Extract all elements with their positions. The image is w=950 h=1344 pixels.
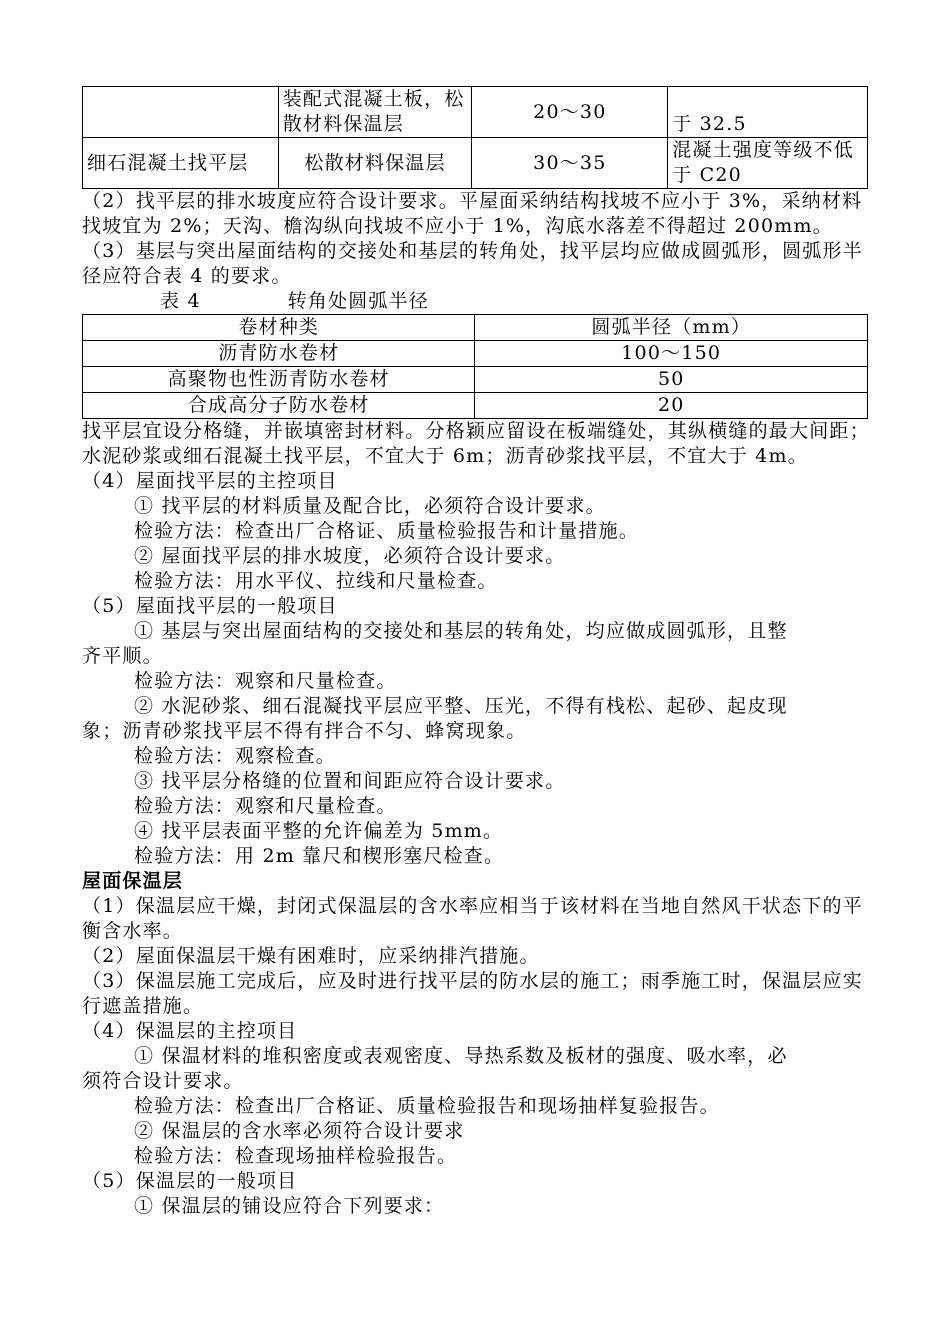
table-cell: 装配式混凝土板，松散材料保温层: [278, 87, 472, 138]
table-cell: 沥青防水卷材: [83, 341, 475, 367]
list-item: 检验方法：观察和尺量检查。: [134, 670, 397, 692]
table-row: [83, 367, 868, 393]
table-cell: 100～150: [475, 341, 868, 367]
list-item: ① 找平层的材料质量及配合比，必须符合设计要求。: [134, 495, 606, 517]
top-table: [82, 86, 868, 189]
list-item: 检验方法：检查出厂合格证、质量检验报告和现场抽样复验报告。: [134, 1095, 720, 1117]
table-cell: 高聚物也性沥青防水卷材: [83, 367, 475, 393]
table-row: [83, 341, 868, 367]
table-cell: 20～30: [472, 87, 668, 138]
paragraph: （2）屋面保温层干燥有困难时，应采纳排汽措施。: [82, 945, 540, 967]
list-item-continuation: 须符合设计要求。: [82, 1070, 244, 1092]
list-item: 检验方法：检查出厂合格证、质量检验报告和计量措施。: [134, 520, 640, 542]
table-cell: 混凝土强度等级不低于 C20: [668, 138, 868, 189]
list-item: ① 保温层的铺设应符合下列要求：: [134, 1195, 445, 1217]
table-cell: 细石混凝土找平层: [83, 138, 279, 189]
paragraph: （2）找平层的排水坡度应符合设计要求。平屋面采纳结构找坡不应小于 3%，采纳材料找坡宜为 2%；天沟、檐沟纵向找坡不应小于 1%，沟底水落差不得超过 200mm。: [82, 190, 863, 237]
section-title: （5）屋面找平层的一般项目: [82, 595, 338, 617]
table-row: [83, 393, 868, 419]
paragraph: （3）保温层施工完成后，应及时进行找平层的防水层的施工；雨季施工时，保温层应实行遮盖措施。: [82, 970, 863, 1017]
section-title: （4）保温层的主控项目: [82, 1020, 298, 1042]
table-cell: 合成高分子防水卷材: [83, 393, 475, 419]
table-header-row: [83, 315, 868, 341]
table-row: [83, 87, 868, 138]
table-cell: 松散材料保温层: [278, 138, 472, 189]
paragraph: （1）保温层应干燥，封闭式保温层的含水率应相当于该材料在当地自然风干状态下的平衡含水率。: [82, 895, 863, 942]
list-item: ③ 找平层分格缝的位置和间距应符合设计要求。: [134, 770, 566, 792]
radius-table: [82, 314, 868, 419]
paragraph: 找平层宜设分格缝，并嵌填密封材料。分格颖应留设在板端缝处，其纵横缝的最大间距；水泥砂浆或细石混凝土找平层，不宜大于 6m；沥青砂浆找平层，不宜大于 4m。: [82, 420, 870, 467]
list-item-continuation: 齐平顺。: [82, 645, 163, 667]
table-header-cell: 卷材种类: [83, 315, 475, 341]
section-title: （4）屋面找平层的主控项目: [82, 470, 338, 492]
table-caption-number: 表 4: [160, 290, 201, 312]
document-page: [82, 86, 872, 1219]
table-header-cell: 圆弧半径（mm）: [475, 315, 868, 341]
section-heading: 屋面保温层: [82, 870, 184, 892]
table-row: [83, 138, 868, 189]
list-item: 检验方法：用 2m 靠尺和楔形塞尺检查。: [134, 845, 505, 867]
list-item: ② 屋面找平层的排水坡度，必须符合设计要求。: [134, 545, 566, 567]
list-item: 检验方法：观察检查。: [134, 745, 337, 767]
list-item: ① 基层与突出屋面结构的交接处和基层的转角处，均应做成圆弧形，且整: [134, 620, 788, 642]
list-item: ② 保温层的含水率必须符合设计要求: [134, 1120, 465, 1142]
table-cell: [83, 87, 279, 138]
list-item-continuation: 象；沥青砂浆找平层不得有拌合不匀、蜂窝现象。: [82, 720, 527, 742]
list-item: 检验方法：检查现场抽样检验报告。: [134, 1145, 458, 1167]
list-item: ① 保温材料的堆积密度或表观密度、导热系数及板材的强度、吸水率，必: [134, 1045, 788, 1067]
list-item: 检验方法：用水平仪、拉线和尺量检查。: [134, 570, 498, 592]
table-cell: 于 32.5: [668, 87, 868, 138]
table-cell: 20: [475, 393, 868, 419]
table-caption-title: 转角处圆弧半径: [287, 290, 430, 312]
table-cell: 30～35: [472, 138, 668, 189]
list-item: ② 水泥砂浆、细石混凝找平层应平整、压光，不得有栈松、起砂、起皮现: [134, 695, 788, 717]
section-title: （5）保温层的一般项目: [82, 1170, 298, 1192]
table-cell: 50: [475, 367, 868, 393]
table-caption: [82, 289, 872, 314]
list-item: 检验方法：观察和尺量检查。: [134, 795, 397, 817]
list-item: ④ 找平层表面平整的允许偏差为 5mm。: [134, 820, 504, 842]
paragraph: （3）基层与突出屋面结构的交接处和基层的转角处，找平层均应做成圆弧形，圆弧形半径应符合表 4 的要求。: [82, 240, 863, 287]
